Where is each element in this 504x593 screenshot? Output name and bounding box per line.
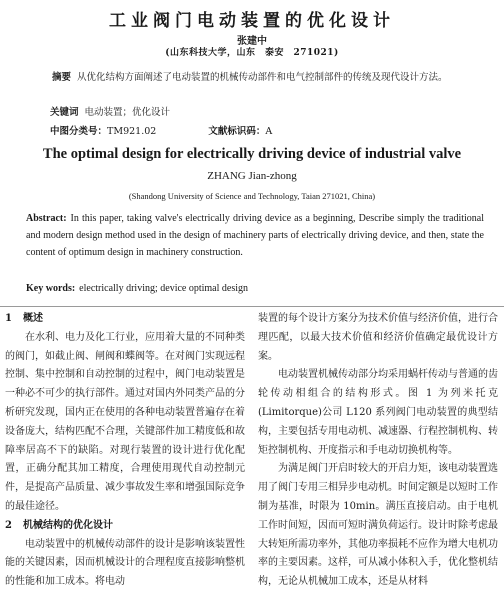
right-paragraph-2: 电动装置机械传动部分均采用蜗杆传动与普通的齿轮传动相组合的结构形式。图 1 为列米托克(Limitorque)公司 L120 系列阀门电动装置的典型结构，主要包括专用电动机、减速器、行程控制机构、转矩控制机构、开度指示和手电动切换机构等。 [258,369,498,456]
affiliation-english: (Shandong University of Science and Technology, Taian 271021, China) [128,191,376,201]
affiliation-chinese: (山东科技大学，山东 泰安 271021) [165,48,339,58]
clc-label: 中图分类号： [50,126,108,137]
body-column-right [258,310,498,592]
keywords-english-text: electrically driving; device optimal design [79,283,249,294]
keywords-chinese [50,104,170,118]
paper-title-chinese: 工业阀门电动装置的优化设计 [109,11,395,31]
right-paragraph-1: 装置的每个设计方案分为技术价值与经济价值，进行合理匹配，以最大技术价值和经济价值确定最优设计方案。 [258,313,498,362]
section-1-title: 概述 [23,313,43,324]
abstract-chinese [48,70,468,85]
keywords-english [26,283,248,294]
abstract-english-label: Abstract: [26,213,67,224]
section-2-number: 2 [5,519,12,531]
section-1-paragraph: 在水利、电力及化工行业，应用着大量的不同种类的阀门，如截止阀、闸阀和蝶阀等。在对阀门实现远程控制、集中控制和自动控制的过程中，阀门电动装置是一种必不可少的执行部件。通过对国内外同类产品的分析研究发现，国内正在使用的各种电动装置普遍存在着设备庞大，结构匹配不合理，关键部件加工精度低和故障率居高不下的缺陷。对现行装置的设计进行优化配置，正确分配其加工精度，合理使用现代自动控制元件，是提高产品质量、减少事故发生率和增强国际竞争的最佳途径。 [5,331,245,512]
abstract-chinese-label: 摘要 [52,72,72,83]
doc-code-label: 文献标识码： [208,126,266,137]
keywords-english-label: Key words: [26,283,76,294]
body-column-left [5,310,245,592]
abstract-english [26,210,484,261]
section-2-paragraph: 电动装置中的机械传动部件的设计是影响该装置性能的关键因素，因而机械设计的合理程度直接影响整机的性能和加工成本。将电动 [5,538,245,588]
keywords-chinese-text: 电动装置；优化设计 [84,107,171,118]
right-paragraph-3: 为满足阀门开启时较大的开启力矩，该电动装置选用了阀门专用三相异步电动机。时间定额是以短时工作制为基准，时限为 10min。满压直接启动。由于电机工作时间短，因而可短时满负荷运行。设计时除考虑最大转矩所需功率外，其他功率损耗不应作为增大电机功率的主要因素。这样，可从减小体积入手，优化整机结构，无论从机械加工成本，还是从材料 [258,463,498,588]
author-name-english: ZHANG Jian-zhong [207,170,297,182]
abstract-chinese-text: 从优化结构方面阐述了电动装置的机械传动部件和电气控制部件的传统及现代设计方法。 [77,72,448,83]
keywords-chinese-label: 关键词 [50,107,79,118]
doc-code-value: A [265,126,273,137]
clc-value: TM921.02 [107,126,157,137]
section-2-heading [5,517,245,536]
section-1-number: 1 [5,313,12,324]
section-divider [0,306,504,307]
classification-row [50,123,272,137]
author-name-chinese: 张建中 [237,36,267,47]
paper-title-english: The optimal design for electrically driving device of industrial valve [42,146,462,162]
section-1-heading [5,310,245,329]
section-2-title: 机械结构的优化设计 [23,519,113,531]
abstract-english-text: In this paper, taking valve's electrically driving device as a beginning, Describe simply the traditional and modern design method used in the design of machinery parts of electrically driving device, and then, state the content of optimum design in machinery construction. [26,213,484,258]
